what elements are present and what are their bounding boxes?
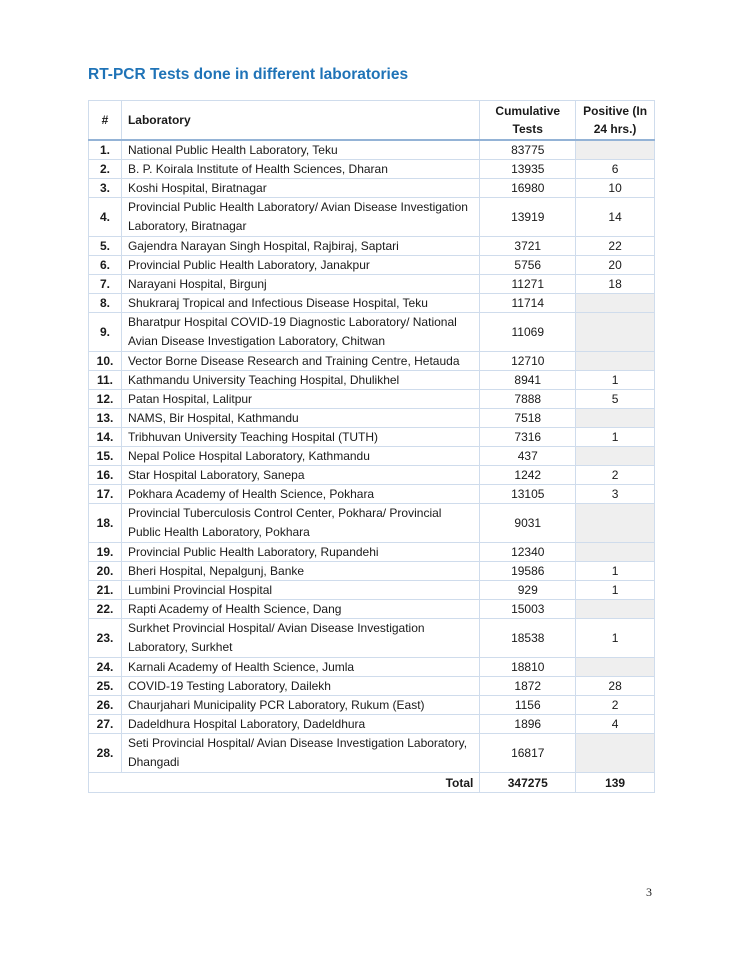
cumulative-tests: 13105 [480,485,576,504]
laboratory-name: Patan Hospital, Lalitpur [121,390,479,409]
table-row [89,390,655,409]
cumulative-tests: 12340 [480,543,576,562]
positive-count: 14 [576,198,655,237]
row-number: 21. [89,581,122,600]
row-number: 12. [89,390,122,409]
table-row [89,715,655,734]
positive-count: 1 [576,581,655,600]
positive-count: 5 [576,390,655,409]
laboratory-name: Narayani Hospital, Birgunj [121,275,479,294]
table-row [89,466,655,485]
cumulative-tests: 1896 [480,715,576,734]
cumulative-tests: 12710 [480,352,576,371]
table-row [89,677,655,696]
cumulative-tests: 11069 [480,313,576,352]
table-row [89,485,655,504]
table-row [89,543,655,562]
row-number: 13. [89,409,122,428]
positive-count: 2 [576,696,655,715]
cumulative-tests: 13919 [480,198,576,237]
laboratory-name: Koshi Hospital, Biratnagar [121,179,479,198]
cumulative-tests: 9031 [480,504,576,543]
laboratory-name: Provincial Public Health Laboratory, Janakpur [121,256,479,275]
table-row [89,371,655,390]
cumulative-tests: 11271 [480,275,576,294]
table-row [89,313,655,352]
row-number: 5. [89,237,122,256]
table-row [89,237,655,256]
cumulative-tests: 11714 [480,294,576,313]
positive-count: 18 [576,275,655,294]
header-cumulative-tests: Cumulative Tests [480,101,576,141]
positive-count [576,543,655,562]
positive-count: 4 [576,715,655,734]
row-number: 2. [89,160,122,179]
cumulative-tests: 83775 [480,140,576,160]
laboratory-name: Surkhet Provincial Hospital/ Avian Disease Investigation Laboratory, Surkhet [121,619,479,658]
laboratory-name: Nepal Police Hospital Laboratory, Kathmandu [121,447,479,466]
cumulative-tests: 15003 [480,600,576,619]
cumulative-tests: 7316 [480,428,576,447]
laboratory-name: Lumbini Provincial Hospital [121,581,479,600]
laboratory-name: National Public Health Laboratory, Teku [121,140,479,160]
table-row [89,658,655,677]
header-number: # [89,101,122,141]
row-number: 11. [89,371,122,390]
table-row [89,140,655,160]
positive-count: 1 [576,428,655,447]
row-number: 25. [89,677,122,696]
positive-count: 20 [576,256,655,275]
positive-count [576,600,655,619]
positive-count [576,734,655,773]
row-number: 17. [89,485,122,504]
positive-count [576,447,655,466]
cumulative-tests: 1242 [480,466,576,485]
row-number: 10. [89,352,122,371]
laboratory-name: Vector Borne Disease Research and Training Centre, Hetauda [121,352,479,371]
row-number: 19. [89,543,122,562]
table-row [89,504,655,543]
row-number: 15. [89,447,122,466]
table-row [89,581,655,600]
table-row [89,179,655,198]
laboratory-name: Tribhuvan University Teaching Hospital (TUTH) [121,428,479,447]
positive-count [576,658,655,677]
row-number: 7. [89,275,122,294]
total-label: Total [89,773,480,793]
laboratory-name: Provincial Tuberculosis Control Center, Pokhara/ Provincial Public Health Laboratory, Pokhara [121,504,479,543]
cumulative-tests: 929 [480,581,576,600]
positive-count [576,140,655,160]
total-tests: 347275 [480,773,576,793]
cumulative-tests: 437 [480,447,576,466]
header-laboratory: Laboratory [121,101,479,141]
cumulative-tests: 1156 [480,696,576,715]
cumulative-tests: 18810 [480,658,576,677]
positive-count: 6 [576,160,655,179]
row-number: 4. [89,198,122,237]
cumulative-tests: 3721 [480,237,576,256]
total-row [89,773,655,793]
row-number: 26. [89,696,122,715]
laboratory-name: Dadeldhura Hospital Laboratory, Dadeldhura [121,715,479,734]
positive-count: 1 [576,619,655,658]
table-row [89,696,655,715]
table-header-row [89,101,655,141]
cumulative-tests: 7888 [480,390,576,409]
table-body [89,140,655,793]
page-title: RT-PCR Tests done in different laboratories [88,66,409,83]
positive-count: 22 [576,237,655,256]
table-row [89,447,655,466]
positive-count: 3 [576,485,655,504]
laboratory-tests-table [88,100,655,793]
laboratory-name: Rapti Academy of Health Science, Dang [121,600,479,619]
table-row [89,160,655,179]
row-number: 6. [89,256,122,275]
row-number: 1. [89,140,122,160]
laboratory-name: Gajendra Narayan Singh Hospital, Rajbiraj, Saptari [121,237,479,256]
laboratory-name: COVID-19 Testing Laboratory, Dailekh [121,677,479,696]
cumulative-tests: 8941 [480,371,576,390]
table-row [89,619,655,658]
row-number: 24. [89,658,122,677]
laboratory-name: Shukraraj Tropical and Infectious Disease Hospital, Teku [121,294,479,313]
row-number: 14. [89,428,122,447]
row-number: 28. [89,734,122,773]
table-row [89,294,655,313]
table-row [89,256,655,275]
cumulative-tests: 1872 [480,677,576,696]
laboratory-name: Seti Provincial Hospital/ Avian Disease Investigation Laboratory, Dhangadi [121,734,479,773]
positive-count: 1 [576,562,655,581]
table-row [89,275,655,294]
cumulative-tests: 7518 [480,409,576,428]
positive-count: 1 [576,371,655,390]
row-number: 22. [89,600,122,619]
cumulative-tests: 19586 [480,562,576,581]
table-row [89,352,655,371]
positive-count [576,313,655,352]
laboratory-name: B. P. Koirala Institute of Health Sciences, Dharan [121,160,479,179]
header-positive: Positive (In 24 hrs.) [576,101,655,141]
cumulative-tests: 16980 [480,179,576,198]
row-number: 18. [89,504,122,543]
laboratory-name: Karnali Academy of Health Science, Jumla [121,658,479,677]
positive-count [576,504,655,543]
cumulative-tests: 18538 [480,619,576,658]
total-positive: 139 [576,773,655,793]
laboratory-name: Bheri Hospital, Nepalgunj, Banke [121,562,479,581]
table-row [89,734,655,773]
row-number: 8. [89,294,122,313]
laboratory-name: Bharatpur Hospital COVID-19 Diagnostic Laboratory/ National Avian Disease Investigation Laboratory, Chitwan [121,313,479,352]
laboratory-name: Star Hospital Laboratory, Sanepa [121,466,479,485]
laboratory-name: Provincial Public Health Laboratory/ Avian Disease Investigation Laboratory, Biratnagar [121,198,479,237]
table-row [89,198,655,237]
page-number: 3 [646,885,652,899]
row-number: 23. [89,619,122,658]
row-number: 3. [89,179,122,198]
laboratory-name: Chaurjahari Municipality PCR Laboratory, Rukum (East) [121,696,479,715]
row-number: 20. [89,562,122,581]
table-row [89,409,655,428]
positive-count [576,409,655,428]
laboratory-name: Pokhara Academy of Health Science, Pokhara [121,485,479,504]
cumulative-tests: 5756 [480,256,576,275]
positive-count: 2 [576,466,655,485]
cumulative-tests: 16817 [480,734,576,773]
laboratory-name: Kathmandu University Teaching Hospital, Dhulikhel [121,371,479,390]
table-row [89,562,655,581]
positive-count [576,352,655,371]
table-row [89,600,655,619]
row-number: 16. [89,466,122,485]
positive-count: 10 [576,179,655,198]
laboratory-name: NAMS, Bir Hospital, Kathmandu [121,409,479,428]
row-number: 27. [89,715,122,734]
row-number: 9. [89,313,122,352]
cumulative-tests: 13935 [480,160,576,179]
laboratory-name: Provincial Public Health Laboratory, Rupandehi [121,543,479,562]
positive-count: 28 [576,677,655,696]
table-row [89,428,655,447]
positive-count [576,294,655,313]
